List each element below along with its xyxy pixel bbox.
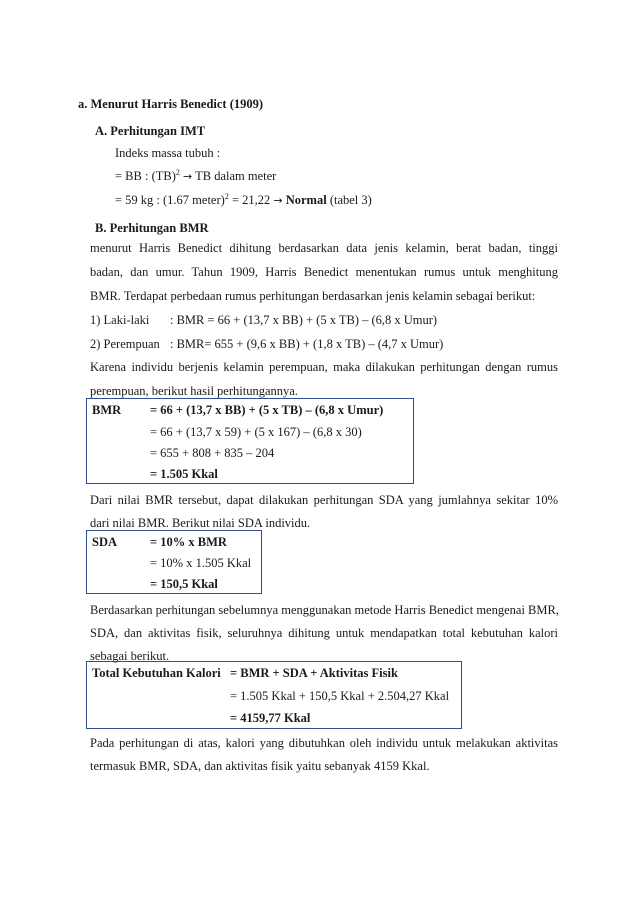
bmr-box-result: = 1.505 Kkal <box>150 467 218 481</box>
section-heading: a. Menurut Harris Benedict (1909) <box>78 97 264 111</box>
total-box-line1: = BMR + SDA + Aktivitas Fisik <box>230 666 398 680</box>
bmr-box-label: BMR <box>92 403 122 417</box>
total-para-line1: Berdasarkan perhitungan sebelumnya menggunakan metode Harris Benedict mengenai BMR, <box>90 603 559 617</box>
total-box-label: Total Kebutuhan Kalori <box>92 666 221 680</box>
total-box-line2: = 1.505 Kkal + 150,5 Kkal + 2.504,27 Kkal <box>230 689 450 703</box>
bmr-para2-line2: perempuan, berikut hasil perhitungannya. <box>90 384 298 398</box>
closing-line1: Pada perhitungan di atas, kalori yang dibutuhkan oleh individu untuk melakukan aktivitas <box>90 736 558 750</box>
total-para-line3: sebagai berikut. <box>90 649 170 663</box>
sda-para-line1: Dari nilai BMR tersebut, dapat dilakukan perhitungan SDA yang jumlahnya sekitar 10% <box>90 493 558 507</box>
imt-line1: Indeks massa tubuh : <box>115 146 221 160</box>
total-box-result: = 4159,77 Kkal <box>230 711 311 725</box>
imt-line2 <box>115 168 276 185</box>
bmr-heading: B. Perhitungan BMR <box>95 221 209 235</box>
closing-line2: termasuk BMR, SDA, dan aktivitas fisik yaitu sebanyak 4159 Kkal. <box>90 759 430 773</box>
sda-box-label: SDA <box>92 535 118 549</box>
bmr-para2-line1: Karena individu berjenis kelamin perempuan, maka dilakukan perhitungan dengan rumus <box>90 360 558 374</box>
imt-line3-mid: = 21,22 <box>231 193 271 207</box>
imt-line3-sup: 2 <box>224 191 229 201</box>
bmr-para1-line3: BMR. Terdapat perbedaan rumus perhitungan berdasarkan jenis kelamin sebagai berikut: <box>90 289 536 303</box>
imt-line3 <box>115 192 372 209</box>
bmr-para1-line1: menurut Harris Benedict dihitung berdasarkan data jenis kelamin, berat badan, tinggi <box>90 241 558 255</box>
imt-line3-post: (tabel 3) <box>329 193 372 207</box>
sda-para-line2: dari nilai BMR. Berikut nilai SDA individu. <box>90 516 311 530</box>
sda-box-result: = 150,5 Kkal <box>150 577 218 591</box>
imt-line3-pre: = 59 kg : (1.67 meter) <box>115 193 225 207</box>
right-arrow-icon: → <box>183 170 193 183</box>
sda-box-line1: = 10% x BMR <box>150 535 227 549</box>
sda-box-line2: = 10% x 1.505 Kkal <box>150 556 252 570</box>
bmr-para1-line2: badan, dan umur. Tahun 1909, Harris Benedict menentukan rumus untuk menghitung <box>90 265 558 279</box>
bmr-box-line3: = 655 + 808 + 835 – 204 <box>150 446 275 460</box>
right-arrow-icon: → <box>273 194 283 207</box>
total-para-line2: SDA, dan aktivitas fisik, seluruhnya dihitung untuk mendapatkan total kebutuhan kalori <box>90 626 558 640</box>
imt-result-status: Normal <box>285 193 327 207</box>
female-formula: : BMR= 655 + (9,6 x BB) + (1,8 x TB) – (4,7 x Umur) <box>170 337 444 351</box>
female-label: 2) Perempuan <box>90 337 160 351</box>
bmr-box-line1: = 66 + (13,7 x BB) + (5 x TB) – (6,8 x Umur) <box>150 403 384 417</box>
imt-line2-sup: 2 <box>175 167 180 177</box>
imt-heading: A. Perhitungan IMT <box>95 124 206 138</box>
male-label: 1) Laki-laki <box>90 313 150 327</box>
imt-line2-post: TB dalam meter <box>195 169 277 183</box>
imt-line2-pre: = BB : (TB) <box>115 169 176 183</box>
bmr-box-line2: = 66 + (13,7 x 59) + (5 x 167) – (6,8 x 30) <box>150 425 362 439</box>
male-formula: : BMR = 66 + (13,7 x BB) + (5 x TB) – (6,8 x Umur) <box>170 313 438 327</box>
